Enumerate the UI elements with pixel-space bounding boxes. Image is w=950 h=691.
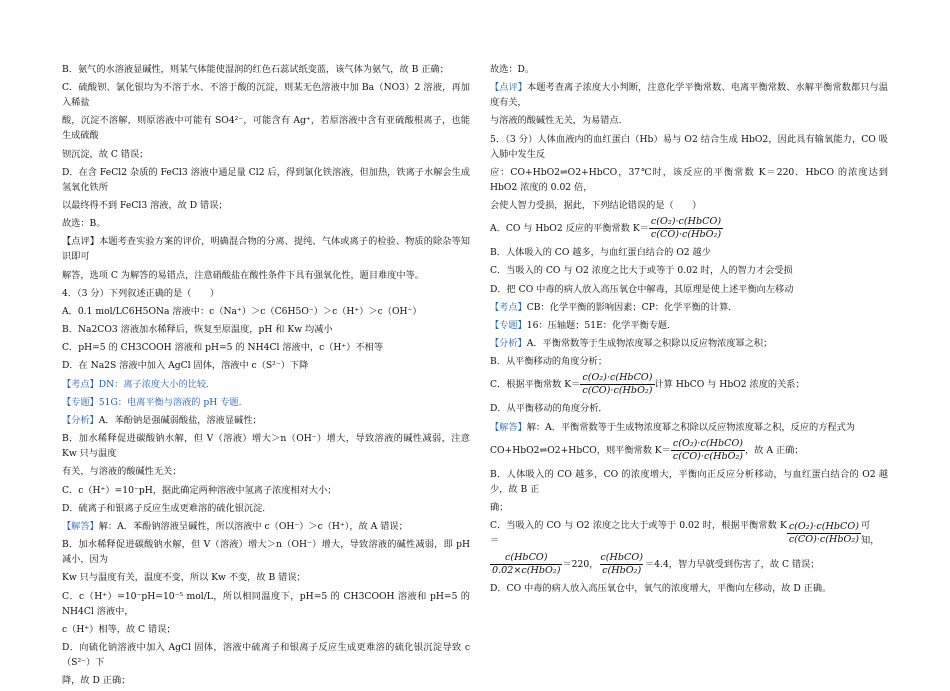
equilibrium-fraction: $\frac{\text{c(O₂)·c(HbCO)}}{\text{c(CO)·c(HbO₂)}}$ — [672, 437, 744, 462]
text-line: D．从平衡移动的角度分析． — [490, 403, 608, 415]
text-line: 解答，选项 C 为解答的易错点，注意硝酸盐在酸性条件下具有强氧化性，题目难度中等。 — [62, 269, 424, 281]
option-d: D．在 Na2S 溶液中加入 AgCl 固体，溶液中 c（S²⁻）下降 — [62, 360, 309, 372]
formula-line: CO+HbO2⇌O2+HbCO，则平衡常数 K＝ $\frac{\text{c(O₂)·c(HbCO)}}{\text{c(CO)·c(HbO₂)}}$ ，故 A 正确； — [490, 437, 804, 462]
text-line: C．硫酸钡、氯化银均为不溶于水、不溶于酸的沉淀，则某无色溶液中加 Ba（NO3）2 溶液，再加入稀盐 — [62, 82, 470, 109]
left-column — [62, 62, 470, 691]
section-tag: 【分析】 — [490, 338, 527, 350]
text-line: B．加水稀释促进碳酸钠水解，但 V（溶液）增大＞n（OH⁻）增大，导致溶液的碱性减弱，注意 Kw 只与温度 — [62, 433, 470, 460]
equilibrium-fraction: $\frac{\text{c(O₂)·c(HbCO)}}{\text{c(CO)·c(HbO₂)}}$ — [788, 520, 860, 545]
text-line: 以最终得不到 FeCl3 溶液，故 D 错误； — [62, 199, 228, 211]
text-line: 故选：B。 — [62, 218, 106, 230]
knowledge-point: 【考点】CB：化学平衡的影响因素；CP：化学平衡的计算． — [490, 301, 738, 313]
comment-line: 【点评】本题考查离子浓度大小判断，注意化学平衡常数、电离平衡常数、水解平衡常数都只与温度有关， — [490, 82, 888, 109]
formula-line: C．根据平衡常数 K＝ $\frac{\text{c(O₂)·c(HbCO)}}{\text{c(CO)·c(HbO₂)}}$ 计算 HbCO 与 HbO2 浓度的关系； — [490, 372, 805, 397]
answer-line: 【解答】解：A．苯酚钠溶液呈碱性，所以溶液中 c（OH⁻）＞c（H⁺），故 A 错误； — [62, 520, 408, 532]
section-tag: 【考点】 — [62, 378, 99, 390]
topic-line: 【专题】51G：电离平衡与溶液的 pH 专题． — [62, 396, 248, 408]
text-line: 确； — [490, 502, 509, 513]
option-b: B．人体吸入的 CO 越多，与血红蛋白结合的 O2 越少 — [490, 247, 711, 259]
answer-line: 【解答】解：A．平衡常数等于生成物浓度幂之积除以反应物浓度幂之积，反应的方程式为 — [490, 421, 855, 433]
topic-line: 【专题】16：压轴题；51E：化学平衡专题． — [490, 319, 677, 331]
option-c: C．pH=5 的 CH3COOH 溶液和 pH=5 的 NH4Cl 溶液中，c（H⁺）不相等 — [62, 342, 384, 354]
formula-line: C．当吸入的 CO 与 O2 浓度之比大于或等于 0.02 时，根据平衡常数 K＝ $\frac{\text{c(O₂)·c(HbCO)}}{\text{c(CO)·c(HbO₂)}}$ 可知， — [490, 520, 880, 547]
option-a: A．0.1 mol/LC6H5ONa 溶液中：c（Na⁺）＞c（C6H5O⁻）＞c（H⁺）＞c（OH⁻） — [62, 305, 422, 317]
section-tag: 【专题】 — [62, 396, 99, 408]
text-line: B．氨气的水溶液显碱性，则某气体能使湿润的红色石蕊试纸变蓝，该气体为氨气，故 B 正确； — [62, 64, 449, 75]
text-line: C．c（H⁺）=10⁻pH，据此确定两种溶液中氢离子浓度相对大小； — [62, 484, 337, 496]
section-tag: 【解答】 — [490, 421, 527, 433]
knowledge-point: 【考点】DN：离子浓度大小的比较． — [62, 378, 216, 390]
analysis-line: 【分析】A．平衡常数等于生成物浓度幂之积除以反应物浓度幂之积； — [490, 338, 773, 350]
text-line: B．人体吸入的 CO 越多，CO 的浓度增大，平衡向正反应分析移动，与血红蛋白结合的 O2 越少，故 B 正 — [490, 468, 888, 495]
text-line: D．向硫化钠溶液中加入 AgCl 固体，溶液中硫离子和银离子反应生成更难溶的硫化银沉淀导致 c（S²⁻）下 — [62, 641, 470, 668]
question-title: 4．（3 分）下列叙述正确的是（ ） — [62, 287, 220, 299]
section-tag: 【分析】 — [62, 415, 99, 426]
section-tag: 【考点】 — [490, 301, 527, 313]
text-line: D．CO 中毒的病人放入高压氧仓中，氧气的浓度增大，平衡向左移动，故 D 正确。 — [490, 583, 832, 595]
text-line: 降，故 D 正确； — [62, 675, 131, 687]
text-line: B．加水稀释促进碳酸钠水解，但 V（溶液）增大＞n（OH⁻）增大，导致溶液的碱性减弱，即 pH 减小，因为 — [62, 539, 470, 566]
section-tag: 【点评】 — [490, 82, 528, 94]
text-line: 有关，与溶液的酸碱性无关； — [62, 466, 182, 478]
text-line: 应：CO+HbO2⇌O2+HbCO，37℃时，该反应的平衡常数 K＝220．HbCO 的浓度达到 HbO2 浓度的 0.02 倍， — [490, 166, 888, 193]
section-tag: 【解答】 — [62, 520, 99, 532]
text-line: Kw 只与温度有关，温度不变，所以 Kw 不变，故 B 错误； — [62, 572, 306, 584]
equilibrium-fraction: $\frac{\text{c(O₂)·c(HbCO)}}{\text{c(CO)·c(HbO₂)}}$ — [650, 216, 722, 241]
option-c: C．当吸入的 CO 与 O2 浓度之比大于或等于 0.02 时，人的智力才会受损 — [490, 265, 793, 277]
analysis-line: 【分析】A．苯酚钠是强碱弱酸盐，溶液显碱性； — [62, 415, 262, 426]
text-line: D．硫离子和银离子反应生成更难溶的硫化银沉淀． — [62, 502, 272, 514]
option-b: B．Na2CO3 溶液加水稀释后，恢复至原温度，pH 和 Kw 均减小 — [62, 324, 333, 336]
text-line: 故选：D。 — [490, 64, 535, 75]
text-line: 酸，沉淀不溶解，则原溶液中可能有 SO4²⁻，可能含有 Ag⁺，若原溶液中含有亚硫酸根离子，也能生成硫酸 — [62, 115, 470, 142]
text-line: B．从平衡移动的角度分析； — [490, 356, 608, 368]
text-line: 与溶液的酸碱性无关，为易错点． — [490, 115, 628, 127]
text-line: 会使人智力受损，据此，下列结论错误的是（ ） — [490, 199, 702, 211]
comment-line: 【点评】本题考查实验方案的评价，明确混合物的分离、提纯、气体或离子的检验、物质的除杂等知识即可 — [62, 236, 470, 263]
ratio-fraction: $\frac{\text{c(HbCO)}}{\text{c(HbO₂)}}$ — [600, 552, 643, 577]
equilibrium-fraction: $\frac{\text{c(O₂)·c(HbCO)}}{\text{c(CO)·c(HbO₂)}}$ — [582, 372, 653, 397]
text-line: D．在含 FeCl2 杂质的 FeCl3 溶液中通足量 Cl2 后，得到氯化铁溶液，但加热，铁离子水解会生成氢氧化铁所 — [62, 166, 470, 193]
text-line: C．c（H⁺）=10⁻pH=10⁻⁵ mol/L，所以相同温度下，pH=5 的 CH3COOH 溶液和 pH=5 的 NH4Cl 溶液中， — [62, 590, 470, 617]
question-title: 5．（3 分）人体血液内的血红蛋白（Hb）易与 O2 结合生成 HbO2，因此具有输氧能力，CO 吸入肺中发生反 — [490, 133, 888, 160]
formula-line: $\frac{\text{c(HbCO)}}{\text{0.02×c(HbO₂)}}$ ＝220， $\frac{\text{c(HbCO)}}{\text{c(HbO₂)}}$ ＝4.4，智力早就受到伤害了，故 C 错误； — [492, 552, 820, 577]
option-d: D．把 CO 中毒的病人放入高压氧仓中解毒，其原理是使上述平衡向左移动 — [490, 283, 794, 295]
section-tag: 【专题】 — [490, 319, 527, 331]
text-line: c（H⁺）相等，故 C 错误； — [62, 623, 176, 635]
ratio-fraction: $\frac{\text{c(HbCO)}}{\text{0.02×c(HbO₂)}}$ — [492, 552, 561, 577]
right-column — [490, 62, 888, 599]
option-a: A．CO 与 HbO2 反应的平衡常数 K＝ $\frac{\text{c(O₂)·c(HbCO)}}{\text{c(CO)·c(HbO₂)}}$ — [490, 216, 722, 241]
text-line: 钡沉淀，故 C 错误； — [62, 148, 149, 160]
